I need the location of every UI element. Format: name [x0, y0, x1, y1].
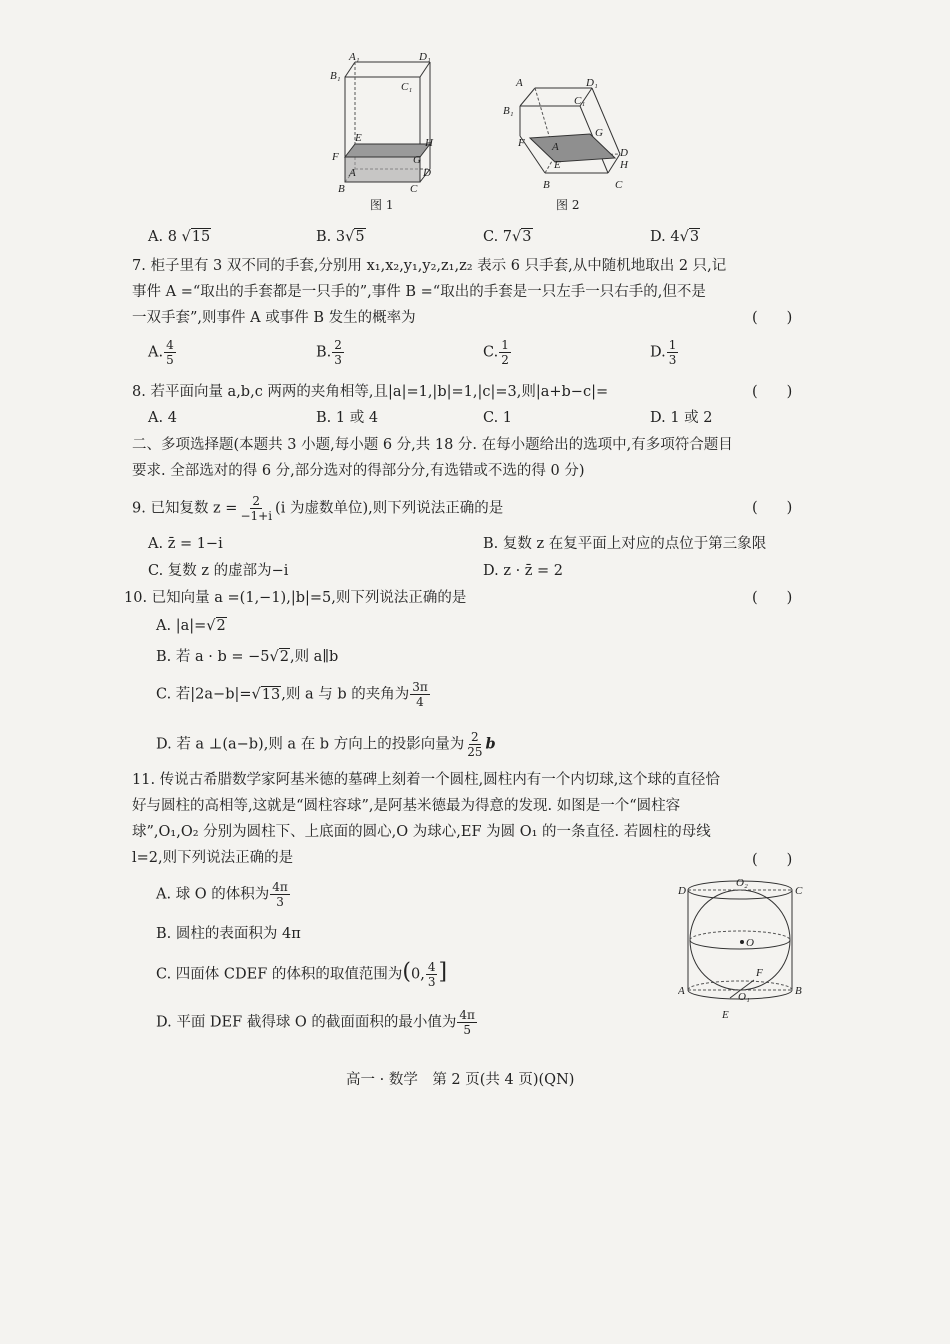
svg-text:C: C [615, 179, 623, 191]
svg-text:C: C [795, 885, 803, 897]
q11-option-b: B. 圆柱的表面积为 4π [156, 926, 301, 942]
q11-answer-paren: ( ) [752, 852, 793, 868]
q8-option-b: B. 1 或 4 [316, 410, 379, 426]
svg-text:C₁: C₁ [401, 81, 413, 93]
q8-answer-paren: ( ) [752, 384, 793, 400]
figure-2-tilted-cuboid [500, 76, 640, 198]
svg-text:G: G [413, 154, 421, 166]
q9-option-c: C. 复数 z 的虚部为−i [148, 563, 289, 579]
svg-text:O₁: O₁ [738, 991, 750, 1003]
q8-text: 8. 若平面向量 a,b,c 两两的夹角相等,且|a|=1,|b|=1,|c|=3,则|a+b−c|= [132, 384, 609, 400]
q11-text-line2: 好与圆柱的高相等,这就是“圆柱容球”,是阿基米德最为得意的发现. 如图是一个“圆柱容 [132, 798, 681, 814]
q6-option-d: D. 4√3 [650, 229, 700, 245]
svg-text:H: H [425, 137, 433, 149]
svg-text:B: B [543, 179, 550, 191]
svg-text:D₁: D₁ [419, 52, 431, 63]
svg-text:D: D [678, 885, 686, 897]
q7-answer-paren: ( ) [752, 310, 793, 326]
svg-text:D₁: D₁ [586, 77, 598, 89]
q11-option-c: C. 四面体 CDEF 的体积的取值范围为(0, $\frac{4}{3}$ ] [156, 959, 448, 989]
svg-text:O: O [746, 937, 754, 949]
svg-text:A: A [678, 985, 685, 997]
q11-text-line1: 11. 传说古希腊数学家阿基米德的墓碑上刻着一个圆柱,圆柱内有一个内切球,这个球的直径恰 [132, 772, 720, 788]
svg-text:E: E [554, 159, 561, 171]
q7-text-line2: 事件 A =“取出的手套都是一只手的”,事件 B =“取出的手套是一只左手一只右手的,但不是 [132, 284, 706, 300]
section-2-heading-line1: 二、多项选择题(本题共 3 小题,每小题 6 分,共 18 分. 在每小题给出的选项中,有多项符合题目 [132, 437, 733, 453]
q11-text-line3: 球”,O₁,O₂ 分别为圆柱下、上底面的圆心,O 为球心,EF 为圆 O₁ 的一条直径. 若圆柱的母线 [132, 824, 711, 840]
q9-answer-paren: ( ) [752, 500, 793, 516]
q11-option-a: A. 球 O 的体积为 $\frac{4\pi}{3}$ [156, 880, 288, 909]
figure-1-caption: 图 1 [370, 198, 394, 212]
svg-text:H: H [620, 159, 628, 171]
svg-text:A₁: A₁ [349, 52, 360, 63]
q10-option-a: A. |a|=√2 [156, 618, 226, 634]
q7-option-b: B. $\frac{2}{3}$ [316, 338, 342, 367]
figure-1-cuboid [325, 52, 455, 197]
q9-option-a: A. z̄ = 1−i [148, 536, 223, 552]
svg-text:D: D [423, 167, 431, 179]
svg-text:C: C [410, 183, 418, 195]
q6-option-c: C. 7√3 [483, 229, 532, 245]
svg-text:B: B [795, 985, 802, 997]
q10-answer-paren: ( ) [752, 590, 793, 606]
q10-option-b: B. 若 a · b = −5√2,则 a∥b [156, 649, 339, 665]
q8-option-d: D. 1 或 2 [650, 410, 713, 426]
q10-text: 10. 已知向量 a =(1,−1),|b|=5,则下列说法正确的是 [124, 590, 467, 606]
q9-text: 9. 已知复数 z = $\frac{2}{-1+i}$ (i 为虚数单位),则下列说法正确的是 [132, 494, 504, 523]
q8-option-c: C. 1 [483, 410, 513, 426]
svg-text:A: A [516, 77, 523, 89]
q6-option-a: A. 8 √15 [148, 229, 211, 245]
svg-text:F: F [518, 137, 525, 149]
figure-2-caption: 图 2 [556, 198, 580, 212]
q7-option-c: C. $\frac{1}{2}$ [483, 338, 509, 367]
page-footer: 高一 · 数学 第 2 页(共 4 页)(QN) [346, 1072, 575, 1088]
q8-option-a: A. 4 [148, 410, 177, 426]
q7-option-d: D. $\frac{1}{3}$ [650, 338, 677, 367]
svg-text:A: A [552, 141, 559, 153]
svg-text:G: G [595, 127, 603, 139]
q7-text-line1: 7. 柜子里有 3 双不同的手套,分别用 x₁,x₂,y₁,y₂,z₁,z₂ 表示 6 只手套,从中随机地取出 2 只,记 [132, 258, 727, 274]
q11-text-line4: l=2,则下列说法正确的是 [132, 850, 294, 866]
q11-option-d: D. 平面 DEF 截得球 O 的截面面积的最小值为 $\frac{4\pi}{5}$ [156, 1008, 475, 1037]
figure-cylinder-sphere [678, 872, 818, 1022]
q7-option-a: A. $\frac{4}{5}$ [148, 338, 174, 367]
svg-text:C₁: C₁ [574, 95, 586, 107]
svg-text:B₁: B₁ [503, 105, 514, 117]
section-2-heading-line2: 要求. 全部选对的得 6 分,部分选对的得部分分,有选错或不选的得 0 分) [132, 463, 585, 479]
svg-text:O₂: O₂ [736, 877, 748, 889]
q10-option-d: D. 若 a ⊥(a−b),则 a 在 b 方向上的投影向量为 $\frac{2}{25}$ b [156, 730, 496, 759]
svg-text:B₁: B₁ [330, 70, 341, 82]
svg-text:E: E [722, 1009, 729, 1021]
svg-text:D: D [620, 147, 628, 159]
q9-option-b: B. 复数 z 在复平面上对应的点位于第三象限 [483, 536, 767, 552]
q10-option-c: C. 若|2a−b|=√13,则 a 与 b 的夹角为 $\frac{3\pi}{4}$ [156, 680, 428, 709]
svg-text:F: F [332, 151, 339, 163]
q6-option-b: B. 3√5 [316, 229, 365, 245]
svg-text:E: E [355, 132, 362, 144]
svg-text:B: B [338, 183, 345, 195]
q7-text-line3: 一双手套”,则事件 A 或事件 B 发生的概率为 [132, 310, 416, 326]
q9-option-d: D. z · z̄ = 2 [483, 563, 564, 579]
svg-text:F: F [756, 967, 763, 979]
svg-text:A: A [349, 167, 356, 179]
